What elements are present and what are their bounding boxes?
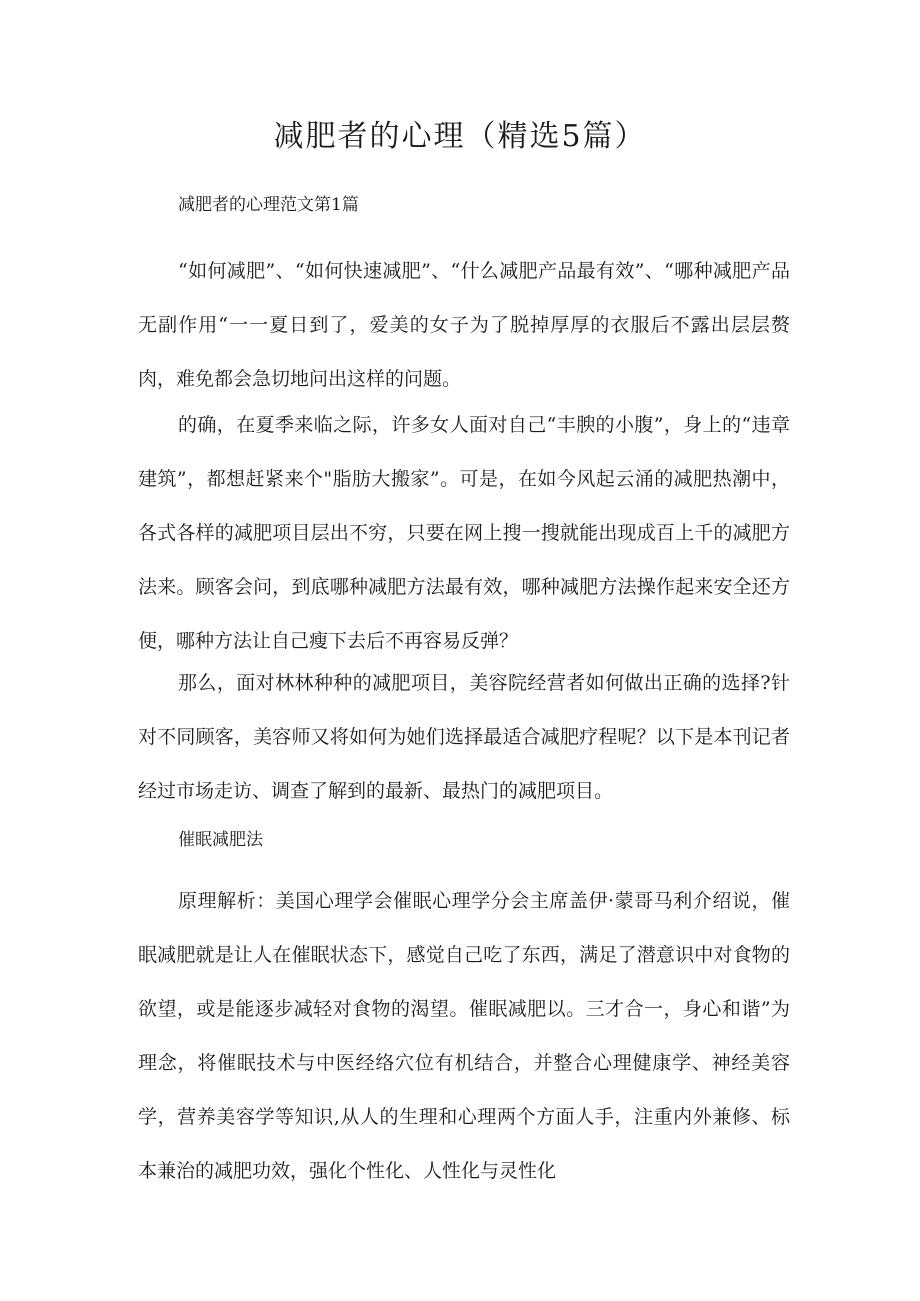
paragraph-1: “如何减肥”、“如何快速减肥”、“什么减肥产品最有效”、“哪种减肥产品无副作用“一一夏日到了，爱美的女子为了脱掉厚厚的衣服后不露出层层赘肉，难免都会急切地问出这样的问题。 xyxy=(138,260,790,390)
paragraph-2: 的确，在夏季来临之际，许多女人面对自己“丰腴的小腹”，身上的“违章建筑”，都想赶紧来个"脂肪大搬家”。可是，在如今风起云涌的减肥热潮中，各式各样的减肥项目层出不穷，只要在网上搜一搜就能出现成百上千的减肥方法来。顾客会问，到底哪种减肥方法最有效，哪种减肥方法操作起来安全还方便，哪种方法让自己瘦下去后不再容易反弹？ xyxy=(138,414,790,652)
section-heading: 减肥者的心理范文第1篇 xyxy=(178,195,359,215)
paragraph-4: 原理解析：美国心理学会催眠心理学分会主席盖伊·蒙哥马利介绍说，催眠减肥就是让人在催眠状态下，感觉自己吃了东西，满足了潜意识中对食物的欲望，或是能逐步减轻对食物的渴望。催眠减肥以。三才合一，身心和谐”为理念，将催眠技术与中医经络穴位有机结合，并整合心理健康学、神经美容学，营养美容学等知识,从人的生理和心理两个方面人手，注重内外兼修、标本兼治的减肥功效，强化个性化、人性化与灵性化 xyxy=(138,890,790,1182)
document-title: 减肥者的心理（精选5篇） xyxy=(273,119,647,154)
paragraph-3: 那么，面对林林种种的减肥项目，美容院经营者如何做出正确的选择?针对不同顾客，美容师又将如何为她们选择最适合减肥疗程呢？以下是本刊记者经过市场走访、调查了解到的最新、最热门的减肥项目。 xyxy=(138,672,790,802)
subheading: 催眠减肥法 xyxy=(178,830,263,850)
